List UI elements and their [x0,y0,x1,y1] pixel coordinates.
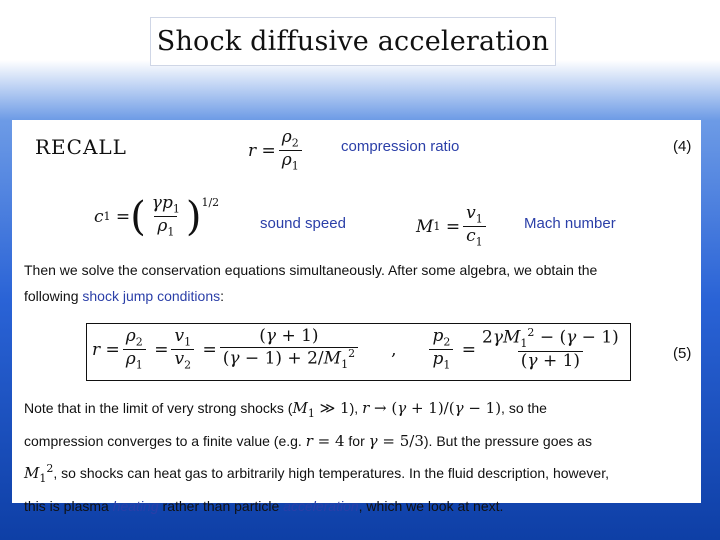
paragraph-line: following shock jump conditions: [24,288,225,304]
heating-term: heating [112,497,159,514]
paragraph-conservation [24,257,694,309]
paragraph-strong-shocks [24,395,700,520]
paragraph-line: Then we solve the conservation equations simultaneously. After some algebra, we obtain the [24,262,598,278]
compression-ratio-label: compression ratio [341,138,460,155]
sound-speed-equation: c 1 = ( $\frac{\gamma p_1}{\rho_1}$ ) $^{1/2}$ [94,193,220,240]
equation-number-5: (5) [673,345,692,362]
mach-number-label: Mach number [524,215,616,232]
paragraph-line: $M_1^2$, so shocks can heat gas to arbitrarily high temperatures. In the fluid description, however, [24,462,609,485]
paragraph-line: Note that in the limit of very strong shocks ($M_1$ ≫ 1), r → (γ + 1)/(γ − 1), so the [24,399,547,420]
equation-number-4: (4) [673,138,692,155]
paragraph-line: this is plasma heating rather than particle acceleration, which we look at next. [24,497,504,514]
recall-label: RECALL [35,135,127,159]
shock-jump-conditions-term: shock jump conditions [82,288,221,304]
compression-ratio-equation: r = $\frac{\rho_2}{\rho_1}$ [248,128,305,173]
paragraph-line: compression converges to a finite value (e.g. r = 4 for γ = 5/3). But the pressure goes as [24,431,592,450]
slide-title-box [150,17,556,66]
shock-jump-equation: r = $\frac{\rho_2}{\rho_1}$ = $\frac{v_1}{v_2}$ = $\frac{(\gamma + 1)}{(\gamma - 1) + 2/M_1^2}$ , $\frac{p_2}{p_1}$ = $\frac{2\gamma M_1^2 - (\gamma - 1)}{(\gamma + 1)}$ [92,326,619,372]
slide-title: Shock diffusive acceleration [156,26,550,57]
mach-number-equation: M 1 = $\frac{v_1}{c_1}$ [416,204,489,249]
acceleration-term: acceleration [283,497,359,514]
sound-speed-label: sound speed [260,215,346,232]
slide-content [12,120,701,514]
